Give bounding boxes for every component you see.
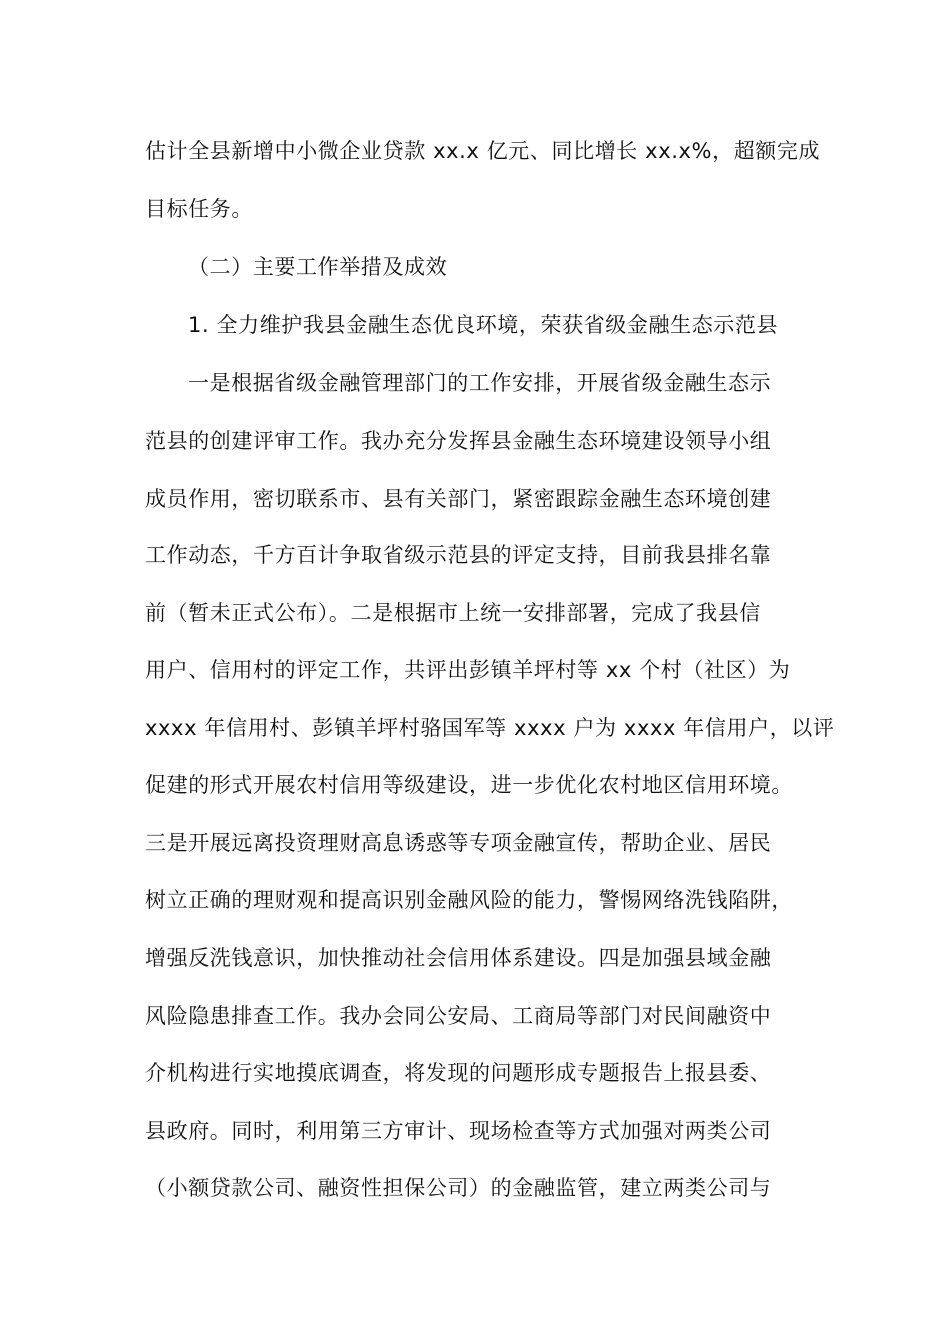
paragraph-line: 用户、信用村的评定工作，共评出彭镇羊坪村等 xx 个村（社区）为	[145, 658, 791, 682]
paragraph-line: 范县的创建评审工作。我办充分发挥县金融生态环境建设领导小组	[145, 429, 772, 453]
section-heading: （二）主要工作举措及成效	[188, 255, 448, 279]
paragraph-line: 三是开展远离投资理财高息诱惑等专项金融宣传，帮助企业、居民	[145, 831, 772, 855]
paragraph-line: （小额贷款公司、融资性担保公司）的金融监管，建立两类公司与	[145, 1176, 772, 1200]
paragraph-line: 工作动态，千方百计争取省级示范县的评定支持，目前我县排名靠	[145, 543, 772, 567]
paragraph-line: 目标任务。	[145, 197, 253, 221]
paragraph-line: 促建的形式开展农村信用等级建设，进一步优化农村地区信用环境。	[145, 773, 793, 797]
paragraph-line: 成员作用，密切联系市、县有关部门，紧密跟踪金融生态环境创建	[145, 487, 772, 511]
paragraph-line: 树立正确的理财观和提高识别金融风险的能力，警惕网络洗钱陷阱，	[145, 888, 793, 912]
paragraph-line: 一是根据省级金融管理部门的工作安排，开展省级金融生态示	[188, 371, 772, 395]
paragraph-line: 介机构进行实地摸底调查，将发现的问题形成专题报告上报县委、	[145, 1061, 772, 1085]
paragraph-line: 估计全县新增中小微企业贷款 xx.x 亿元、同比增长 xx.x%，超额完成	[145, 139, 821, 163]
subsection-heading: 1. 全力维护我县金融生态优良环境，荣获省级金融生态示范县	[188, 313, 779, 337]
paragraph-line: 增强反洗钱意识，加快推动社会信用体系建设。四是加强县域金融	[145, 946, 772, 970]
paragraph-line: xxxx 年信用村、彭镇羊坪村骆国军等 xxxx 户为 xxxx 年信用户，以评	[145, 716, 835, 740]
paragraph-line: 县政府。同时，利用第三方审计、现场检查等方式加强对两类公司	[145, 1119, 772, 1143]
paragraph-line: 前（暂未正式公布）。二是根据市上统一安排部署，完成了我县信	[145, 601, 761, 625]
paragraph-line: 风险隐患排查工作。我办会同公安局、工商局等部门对民间融资中	[145, 1004, 772, 1028]
